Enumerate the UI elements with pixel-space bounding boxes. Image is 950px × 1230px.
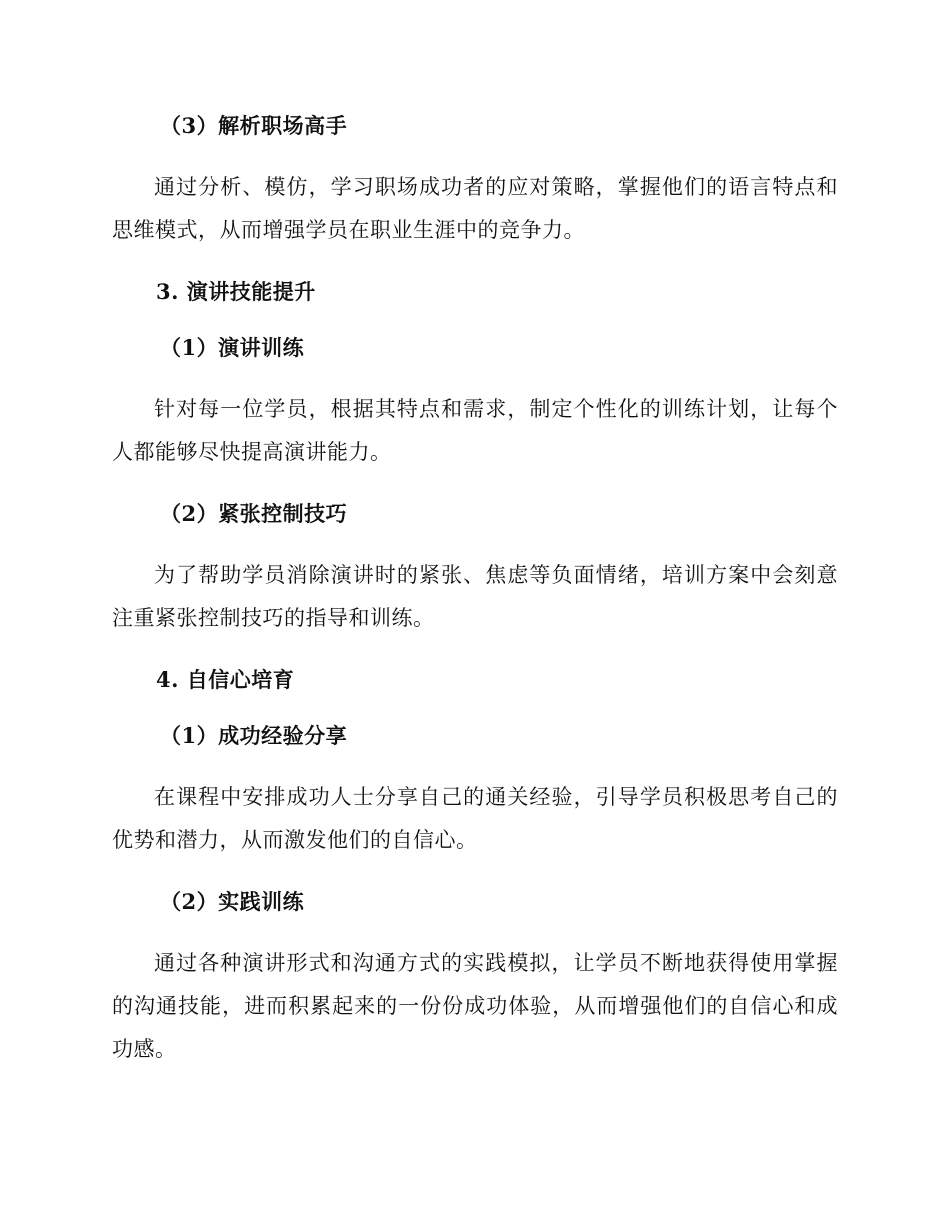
paragraph-personalized-training: 针对每一位学员，根据其特点和需求，制定个性化的训练计划，让每个人都能够尽快提高演讲能力。 <box>112 397 838 464</box>
subheading-nervousness-control: （2）紧张控制技巧 <box>160 501 348 526</box>
section-heading-confidence: 4. 自信心培育 <box>156 667 295 692</box>
paragraph-nervousness-control: 为了帮助学员消除演讲时的紧张、焦虑等负面情绪，培训方案中会刻意注重紧张控制技巧的指导和训练。 <box>112 563 838 630</box>
subheading-speech-training: （1）演讲训练 <box>160 335 305 360</box>
subheading-success-sharing: （1）成功经验分享 <box>160 723 348 748</box>
section-heading-speech-skills: 3. 演讲技能提升 <box>156 279 316 304</box>
subheading-practice-training: （2）实践训练 <box>160 889 305 914</box>
subheading-analyze-workplace-experts: （3）解析职场高手 <box>160 113 348 138</box>
paragraph-success-sharing: 在课程中安排成功人士分享自己的通关经验，引导学员积极思考自己的优势和潜力，从而激发他们的自信心。 <box>112 785 838 852</box>
paragraph-practice-training: 通过各种演讲形式和沟通方式的实践模拟，让学员不断地获得使用掌握的沟通技能，进而积累起来的一份份成功体验，从而增强他们的自信心和成功感。 <box>112 951 838 1061</box>
paragraph-workplace-strategies: 通过分析、模仿，学习职场成功者的应对策略，掌握他们的语言特点和思维模式，从而增强学员在职业生涯中的竞争力。 <box>112 175 838 242</box>
